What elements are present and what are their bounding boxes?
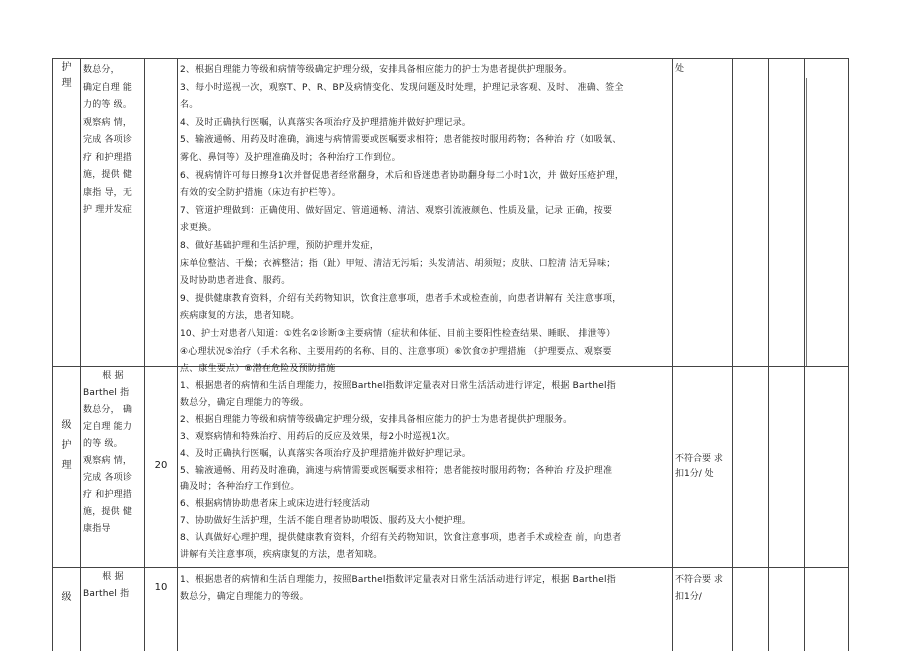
row2-category-mid: 护 <box>61 440 72 451</box>
col-line-7b <box>806 78 807 366</box>
item-line: 名。 <box>180 100 199 111</box>
criteria-line: Barthel 指 <box>83 388 130 398</box>
row2-items <box>180 378 672 566</box>
row1-items <box>180 62 672 375</box>
col-line-4 <box>672 58 673 651</box>
item-line: 2、根据自理能力等级和病情等级确定护理分级，安排具备相应能力的护士为患者提供护理服务。 <box>180 65 573 75</box>
item-line: 6、视病情许可每日擦身1次并督促患者经常翻身，术后和昏迷患者协助翻身每二小时1次，并 做好压疮护理， <box>180 170 625 181</box>
criteria-line: 根 据 <box>102 572 124 582</box>
deduction-line: 扣1分/ <box>675 592 702 602</box>
item-line: 及时协助患者进食、服药。 <box>180 276 291 287</box>
row1-category-mid: 理 <box>61 78 72 89</box>
item-line: 有效的安全防护措施（床边有护栏等）。 <box>180 188 342 199</box>
criteria-line: 根 据 <box>102 371 124 381</box>
col-line-6 <box>768 58 769 651</box>
col-line-0 <box>52 58 53 651</box>
item-line: 3、观察病情和特殊治疗、用药后的反应及效果，每2小时巡视1次。 <box>180 431 456 442</box>
row1-criteria <box>83 62 143 220</box>
criteria-line: 完成 各项诊 <box>83 135 133 145</box>
criteria-line: 观察病 情， <box>83 456 133 466</box>
item-line: 点、康生要点）⑧潜在危险及预防措施 <box>180 364 336 375</box>
item-line: 4、及时正确执行医嘱，认真落实各项治疗及护理措施并做好护理记录。 <box>180 117 472 128</box>
criteria-line: 施，提供 健 <box>83 507 133 517</box>
criteria-line: 康指 导，无 <box>83 187 133 198</box>
criteria-line: 护 理并发症 <box>83 205 133 215</box>
row-divider-2 <box>52 567 849 568</box>
row2-category-bot: 理 <box>61 460 72 471</box>
col-line-3 <box>177 58 178 651</box>
col-line-2 <box>144 58 145 651</box>
deduction-line: 扣1分/ 处 <box>675 469 714 479</box>
item-line: 2、根据自理能力等级和病情等级确定护理分级，安排具备相应能力的护士为患者提供护理服务。 <box>180 414 573 425</box>
item-line: 雾化、鼻饲等）及护理准确及时；各种治疗工作到位。 <box>180 152 401 163</box>
item-line: 10、护士对患者八知道：①姓名②诊断③主要病情（症状和体征、目前主要阳性检查结果、睡眠、 排泄等） <box>180 328 616 339</box>
item-line: 9、提供健康教育资料，介绍有关药物知识，饮食注意事项，患者手术或检查前，向患者讲解有 关注意事项， <box>180 293 622 304</box>
item-line: 1、根据患者的病情和生活自理能力，按照Barthel指数评定量表对日常生活活动进行评定，根据 Barthel指 <box>180 381 616 391</box>
row3-deduction <box>675 572 732 606</box>
col-line-1 <box>80 58 81 651</box>
item-line: 7、管道护理做到：正确使用、做好固定、管道通畅、清洁、观察引流液颜色、性质及量，记录 正确，按要 <box>180 205 613 216</box>
row3-items <box>180 572 672 606</box>
col-line-5 <box>732 58 733 651</box>
criteria-line: 康指导 <box>83 524 111 534</box>
row1-category <box>53 60 80 92</box>
criteria-line: 观察病 情， <box>83 117 133 128</box>
criteria-line: 施，提供 健 <box>83 170 133 180</box>
row2-criteria <box>83 368 143 538</box>
item-line: 1、根据患者的病情和生活自理能力，按照Barthel指数评定量表对日常生活活动进行评定，根据 Barthel指 <box>180 575 616 585</box>
item-line: 6、根据病情协助患者床上或床边进行轻度活动 <box>180 499 370 510</box>
item-line: 数总分，确定自理能力的等级。 <box>180 592 309 602</box>
criteria-line: 完成 各项诊 <box>83 473 133 483</box>
criteria-line: 的等 级。 <box>83 439 123 449</box>
row3-score: 10 <box>154 582 168 593</box>
criteria-line: 确定自理 能 <box>83 82 133 93</box>
item-line: 4、及时正确执行医嘱，认真落实各项治疗及护理措施并做好护理记录。 <box>180 448 472 459</box>
row1-category-top: 护 <box>61 62 72 73</box>
row2-category <box>53 416 80 476</box>
row3-criteria <box>83 569 143 603</box>
item-line: 确及时；各种治疗工作到位。 <box>180 482 300 493</box>
criteria-line: Barthel 指 <box>83 589 130 599</box>
item-line: ④心理状况⑤治疗（手术名称、主要用药的名称、目的、注意事项）⑥饮食⑦护理措施 （护理要点、观察要 <box>180 346 612 357</box>
criteria-line: 疗 和护理措 <box>83 490 133 500</box>
col-line-7 <box>804 58 805 651</box>
deduction-line: 不符合要 求 <box>675 575 723 585</box>
item-line: 讲解有关注意事项，疾病康复的方法，患者知晓。 <box>180 550 383 561</box>
row2-score: 20 <box>154 460 168 471</box>
deduction-line: 不符合要 求 <box>675 454 723 464</box>
col-line-8 <box>848 58 849 651</box>
criteria-line: 数总分， 确 <box>83 405 133 415</box>
criteria-line: 力的等 级。 <box>83 100 133 110</box>
item-line: 数总分，确定自理能力的等级。 <box>180 397 309 408</box>
item-line: 5、输液通畅、用药及时准确，滴速与病情需要或医嘱要求相符；患者能按时服用药物；各种治 疗（如吸氧、 <box>180 135 622 146</box>
item-line: 7、协助做好生活护理，生活不能自理者协助喂饭、服药及大小便护理。 <box>180 516 472 527</box>
item-line: 3、每小时巡视一次，观察T、P、R、BP及病情变化、发现问题及时处理，护理记录客观、及时、 准确、签全 <box>180 82 624 93</box>
item-line: 5、输液通畅、用药及时准确，滴速与病情需要或医嘱要求相符；患者能按时服用药物；各种治 疗及护理准 <box>180 465 613 476</box>
row2-deduction <box>675 452 732 482</box>
row3-category: 级 <box>61 592 72 603</box>
item-line: 床单位整洁、干燥；衣裤整洁；指（趾）甲短、清洁无污垢；头发清洁、胡须短；皮肤、口腔清 洁无异味； <box>180 258 616 269</box>
criteria-line: 数总分， <box>83 65 120 75</box>
item-line: 8、认真做好心理护理，提供健康教育资料，介绍有关药物知识，饮食注意事项，患者手术或检查 前，向患者 <box>180 533 622 544</box>
item-line: 求更换。 <box>180 223 217 234</box>
item-line: 8、做好基础护理和生活护理，预防护理并发症， <box>180 240 380 251</box>
row2-category-top: 级 <box>61 420 72 431</box>
row1-deduction: 处 <box>675 64 685 74</box>
item-line: 疾病康复的方法，患者知晓。 <box>180 311 300 322</box>
criteria-line: 疗 和护理措 <box>83 152 133 163</box>
table-top-border <box>52 58 849 59</box>
criteria-line: 定自理 能力 <box>83 422 133 432</box>
